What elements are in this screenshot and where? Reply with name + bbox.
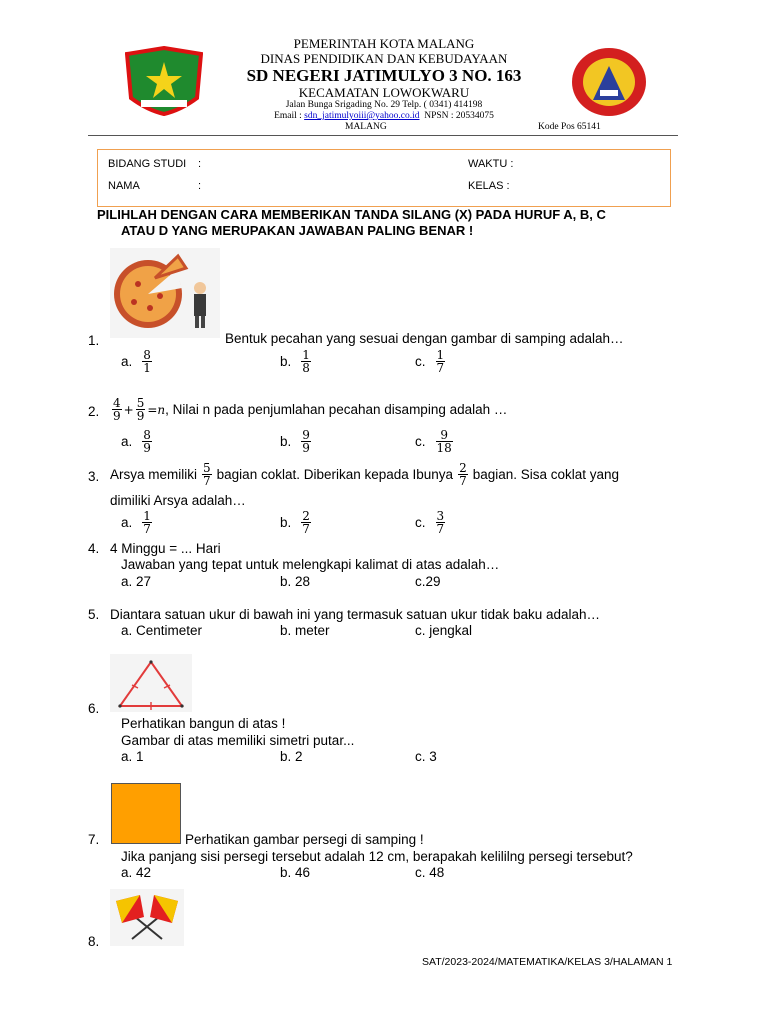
q7-text: Perhatikan gambar persegi di samping ! — [185, 832, 424, 847]
email-link[interactable]: sdn_jatimulyoiii@yahoo.co.id — [304, 111, 420, 121]
q3-option-c[interactable] — [415, 510, 447, 535]
q1-option-c[interactable] — [415, 349, 447, 374]
q6-option-a[interactable]: a. 1 — [121, 749, 144, 764]
q1-option-a[interactable] — [121, 349, 154, 374]
option-fraction: $\frac{3}{7}$ — [436, 509, 445, 536]
page-footer: SAT/2023-2024/MATEMATIKA/KELAS 3/HALAMAN 1 — [422, 956, 673, 968]
option-letter: b. — [280, 434, 292, 449]
q3-text-continued: dimiliki Arsya adalah… — [110, 493, 246, 508]
option-letter: a. — [121, 515, 133, 530]
q2-equation: =n — [147, 402, 166, 417]
q2-number: 2. — [88, 404, 100, 419]
nama-label: NAMA — [108, 180, 140, 192]
q6-text-2: Gambar di atas memiliki simetri putar... — [121, 733, 355, 748]
q2-option-b[interactable] — [280, 429, 313, 454]
bidang-colon: : — [198, 158, 202, 170]
q7-option-c[interactable]: c. 48 — [415, 865, 445, 880]
option-fraction: $\frac{9}{9}$ — [302, 428, 310, 455]
q2-text — [110, 397, 507, 422]
email-label: Email : — [274, 111, 305, 121]
q1-number: 1. — [88, 333, 100, 348]
option-fraction: $\frac{1}{7}$ — [436, 348, 445, 375]
q2-option-a[interactable] — [121, 429, 154, 454]
q4-text: 4 Minggu = ... Hari — [110, 541, 221, 556]
q7-option-b[interactable]: b. 46 — [280, 865, 311, 880]
identity-box — [97, 149, 671, 207]
q4-option-a[interactable]: a. 27 — [121, 574, 152, 589]
q4-number: 4. — [88, 541, 100, 556]
q3-text-a: Arsya memiliki — [110, 467, 198, 482]
square-image — [111, 783, 181, 844]
postal-code: Kode Pos 65141 — [538, 122, 601, 132]
npsn: NPSN : 20534075 — [424, 111, 494, 121]
q5-option-a[interactable]: a. Centimeter — [121, 623, 203, 638]
q2-fraction-1: $\frac{4}{9}$ — [113, 396, 121, 423]
instruction-line-1: PILIHLAH DENGAN CARA MEMBERIKAN TANDA SILANG (X) PADA HURUF A, B, C — [97, 207, 606, 222]
option-letter: c. — [415, 515, 426, 530]
header-line-1: PEMERINTAH KOTA MALANG — [293, 36, 475, 51]
kelas-label: KELAS : — [468, 180, 510, 192]
district-name: KECAMATAN LOWOKWARU — [298, 85, 470, 100]
q3-number: 3. — [88, 469, 100, 484]
instruction-line-2: ATAU D YANG MERUPAKAN JAWABAN PALING BENAR ! — [121, 223, 474, 238]
q4-option-c[interactable]: c.29 — [415, 574, 441, 589]
q2-question: , Nilai n pada penjumlahan pecahan disamping adalah … — [165, 402, 508, 417]
q8-number: 8. — [88, 934, 100, 949]
header-line-2: DINAS PENDIDIKAN DAN KEBUDAYAAN — [260, 51, 508, 66]
q6-number: 6. — [88, 701, 100, 716]
q1-option-b[interactable] — [280, 349, 313, 374]
option-letter: b. — [280, 515, 292, 530]
option-fraction: $\frac{1}{7}$ — [143, 509, 151, 536]
q3-text-c: bagian. Sisa coklat yang — [472, 467, 620, 482]
option-letter: a. — [121, 354, 133, 369]
flags-image — [110, 889, 184, 946]
q4-option-b[interactable]: b. 28 — [280, 574, 311, 589]
q3-fraction-1: $\frac{5}{7}$ — [203, 461, 211, 488]
q3-option-b[interactable] — [280, 510, 313, 535]
q3-text-b: bagian coklat. Diberikan kepada Ibunya — [216, 467, 454, 482]
q3-text — [110, 462, 619, 487]
q4-text-2: Jawaban yang tepat untuk melengkapi kalimat di atas adalah… — [121, 557, 500, 572]
q5-option-c[interactable]: c. jengkal — [415, 623, 473, 638]
q3-option-a[interactable] — [121, 510, 154, 535]
bidang-label: BIDANG STUDI — [108, 158, 187, 170]
q2-option-c[interactable] — [415, 429, 455, 454]
q1-text: Bentuk pecahan yang sesuai dengan gambar di samping adalah… — [225, 331, 624, 346]
option-letter: c. — [415, 354, 426, 369]
option-fraction: $\frac{8}{1}$ — [143, 348, 151, 375]
q5-text: Diantara satuan ukur di bawah ini yang termasuk satuan ukur tidak baku adalah… — [110, 607, 601, 622]
city: MALANG — [345, 122, 387, 132]
q2-fraction-2: $\frac{5}{9}$ — [136, 396, 145, 423]
q5-number: 5. — [88, 607, 100, 622]
q6-text: Perhatikan bangun di atas ! — [121, 716, 286, 731]
option-letter: b. — [280, 354, 292, 369]
option-fraction: $\frac{1}{8}$ — [302, 348, 310, 375]
header-divider — [88, 135, 678, 136]
q7-option-a[interactable]: a. 42 — [121, 865, 152, 880]
school-address: Jalan Bunga Srigading No. 29 Telp. ( 0341) 414198 — [285, 100, 483, 110]
q7-number: 7. — [88, 832, 100, 847]
option-letter: a. — [121, 434, 133, 449]
q6-option-c[interactable]: c. 3 — [415, 749, 437, 764]
triangle-image — [110, 654, 192, 712]
nama-colon: : — [198, 180, 202, 192]
q6-option-b[interactable]: b. 2 — [280, 749, 303, 764]
pizza-image — [110, 248, 220, 338]
q5-option-b[interactable]: b. meter — [280, 623, 330, 638]
waktu-label: WAKTU : — [468, 158, 514, 170]
option-fraction: $\frac{9}{18}$ — [436, 428, 452, 455]
option-fraction: $\frac{8}{9}$ — [143, 428, 151, 455]
q3-fraction-2: $\frac{2}{7}$ — [459, 461, 467, 488]
q7-text-2: Jika panjang sisi persegi tersebut adalah 12 cm, berapakah kelililng persegi tersebut? — [121, 849, 633, 864]
school-name: SD NEGERI JATIMULYO 3 NO. 163 — [246, 66, 522, 85]
contact-line — [0, 111, 768, 121]
q2-plus: + — [123, 402, 134, 417]
option-letter: c. — [415, 434, 426, 449]
option-fraction: $\frac{2}{7}$ — [302, 509, 310, 536]
